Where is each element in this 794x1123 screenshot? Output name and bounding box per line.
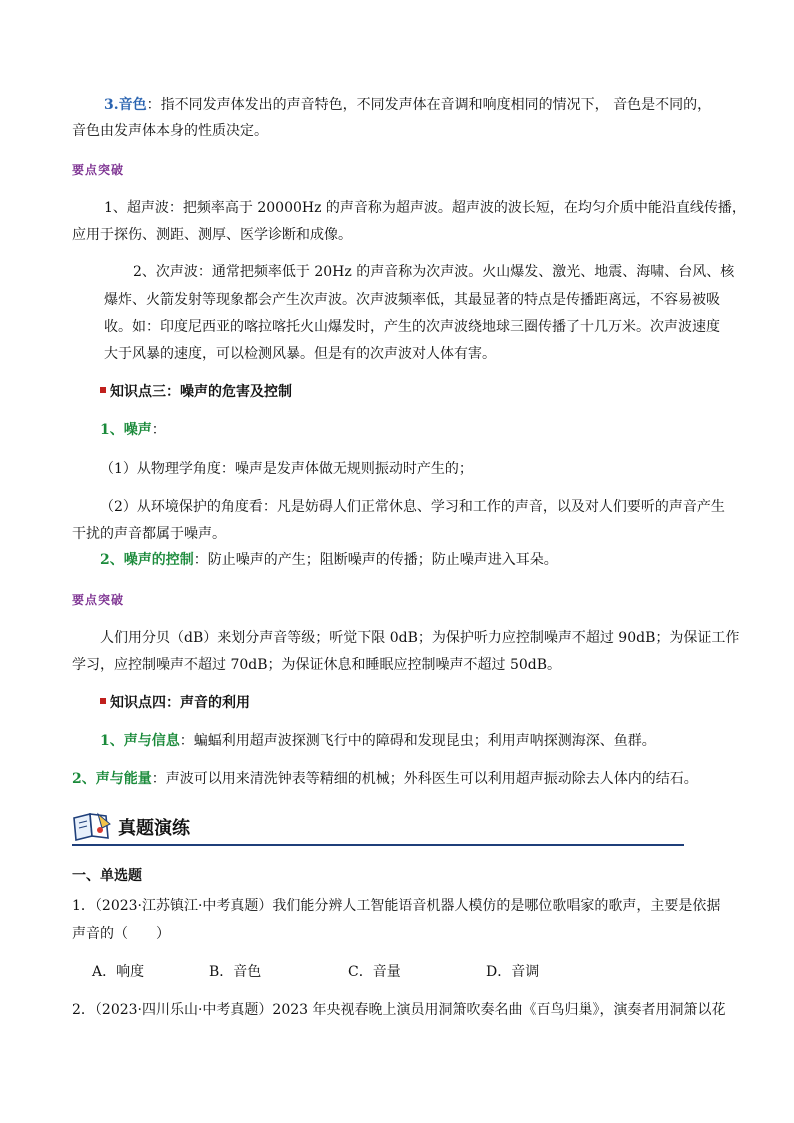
book-icon bbox=[72, 810, 112, 842]
keypoint-label-2: 要点突破 bbox=[72, 593, 125, 607]
ultrasonic-line2: 应用于探伤、测距、测厚、医学诊断和成像。 bbox=[72, 227, 352, 243]
use-energy: 2、声与能量：声波可以用来清洗钟表等精细的机械；外科医生可以利用超声振动除去人体内的结石。 bbox=[72, 771, 698, 787]
infrasonic-line2: 爆炸、火箭发射等现象都会产生次声波。次声波频率低，其最显著的特点是传播距离远，不容易被吸 bbox=[104, 292, 720, 308]
use-info: 1、声与信息：蝙蝠利用超声波探测飞行中的障碍和发现昆虫；利用声呐探测海深、鱼群。 bbox=[100, 733, 656, 749]
banner-rule bbox=[72, 844, 684, 846]
kp4-heading: 知识点四：声音的利用 bbox=[100, 693, 250, 713]
q1-option-a[interactable]: A．响度 bbox=[92, 964, 145, 980]
section-title: 一、单选题 bbox=[72, 868, 142, 884]
noise-item2-line2: 干扰的声音都属于噪声。 bbox=[72, 526, 226, 542]
q1-line2: 声音的（ ） bbox=[72, 926, 170, 942]
q1-option-c[interactable]: C．音量 bbox=[348, 964, 401, 980]
q1-line1: 1．（2023·江苏镇江·中考真题）我们能分辨人工智能语音机器人模仿的是哪位歌唱家的歌声，主要是依据 bbox=[72, 898, 721, 914]
db-line2: 学习，应控制噪声不超过 70dB；为保证休息和睡眠应控制噪声不超过 50dB。 bbox=[72, 657, 562, 673]
timbre-paragraph-line2: 音色由发声体本身的性质决定。 bbox=[72, 123, 268, 139]
q2-line1: 2．（2023·四川乐山·中考真题）2023 年央视春晚上演员用洞箫吹奏名曲《百鸟归巢》，演奏者用洞箫以花 bbox=[72, 1002, 726, 1018]
square-bullet-icon bbox=[100, 387, 106, 393]
timbre-label: 3.音色 bbox=[104, 97, 147, 113]
noise-item2-line1: （2）从环境保护的角度看：凡是妨碍人们正常休息、学习和工作的声音，以及对人们要听的声音产生 bbox=[100, 499, 725, 515]
q1-option-b[interactable]: B．音色 bbox=[209, 964, 262, 980]
ultrasonic-line1: 1、超声波：把频率高于 20000Hz 的声音称为超声波。超声波的波长短，在均匀介质中能沿直线传播， bbox=[104, 200, 746, 216]
noise-control: 2、噪声的控制：防止噪声的产生；阻断噪声的传播；防止噪声进入耳朵。 bbox=[100, 552, 558, 568]
keypoint-label: 要点突破 bbox=[72, 163, 125, 177]
infrasonic-line3: 收。如：印度尼西亚的喀拉喀托火山爆发时，产生的次声波绕地球三圈传播了十几万米。次声波速度 bbox=[104, 319, 720, 335]
timbre-paragraph-line1: 3.音色：指不同发声体发出的声音特色，不同发声体在音调和响度相同的情况下， 音色是不同的， bbox=[104, 97, 712, 113]
noise-heading: 1、噪声： bbox=[100, 422, 166, 438]
noise-item1: （1）从物理学角度：噪声是发声体做无规则振动时产生的； bbox=[100, 461, 473, 477]
kp3-heading: 知识点三：噪声的危害及控制 bbox=[100, 382, 292, 402]
db-line1: 人们用分贝（dB）来划分声音等级；听觉下限 0dB；为保护听力应控制噪声不超过 90dB；为保证工作 bbox=[100, 630, 740, 646]
q1-option-d[interactable]: D．音调 bbox=[486, 964, 540, 980]
section-banner bbox=[72, 806, 684, 846]
square-bullet-icon bbox=[100, 698, 106, 704]
infrasonic-line4: 大于风暴的速度，可以检测风暴。但是有的次声波对人体有害。 bbox=[104, 346, 496, 362]
infrasonic-line1: 2、次声波：通常把频率低于 20Hz 的声音称为次声波。火山爆发、激光、地震、海啸、台风、核 bbox=[133, 264, 735, 280]
banner-title: 真题演练 bbox=[118, 818, 190, 839]
